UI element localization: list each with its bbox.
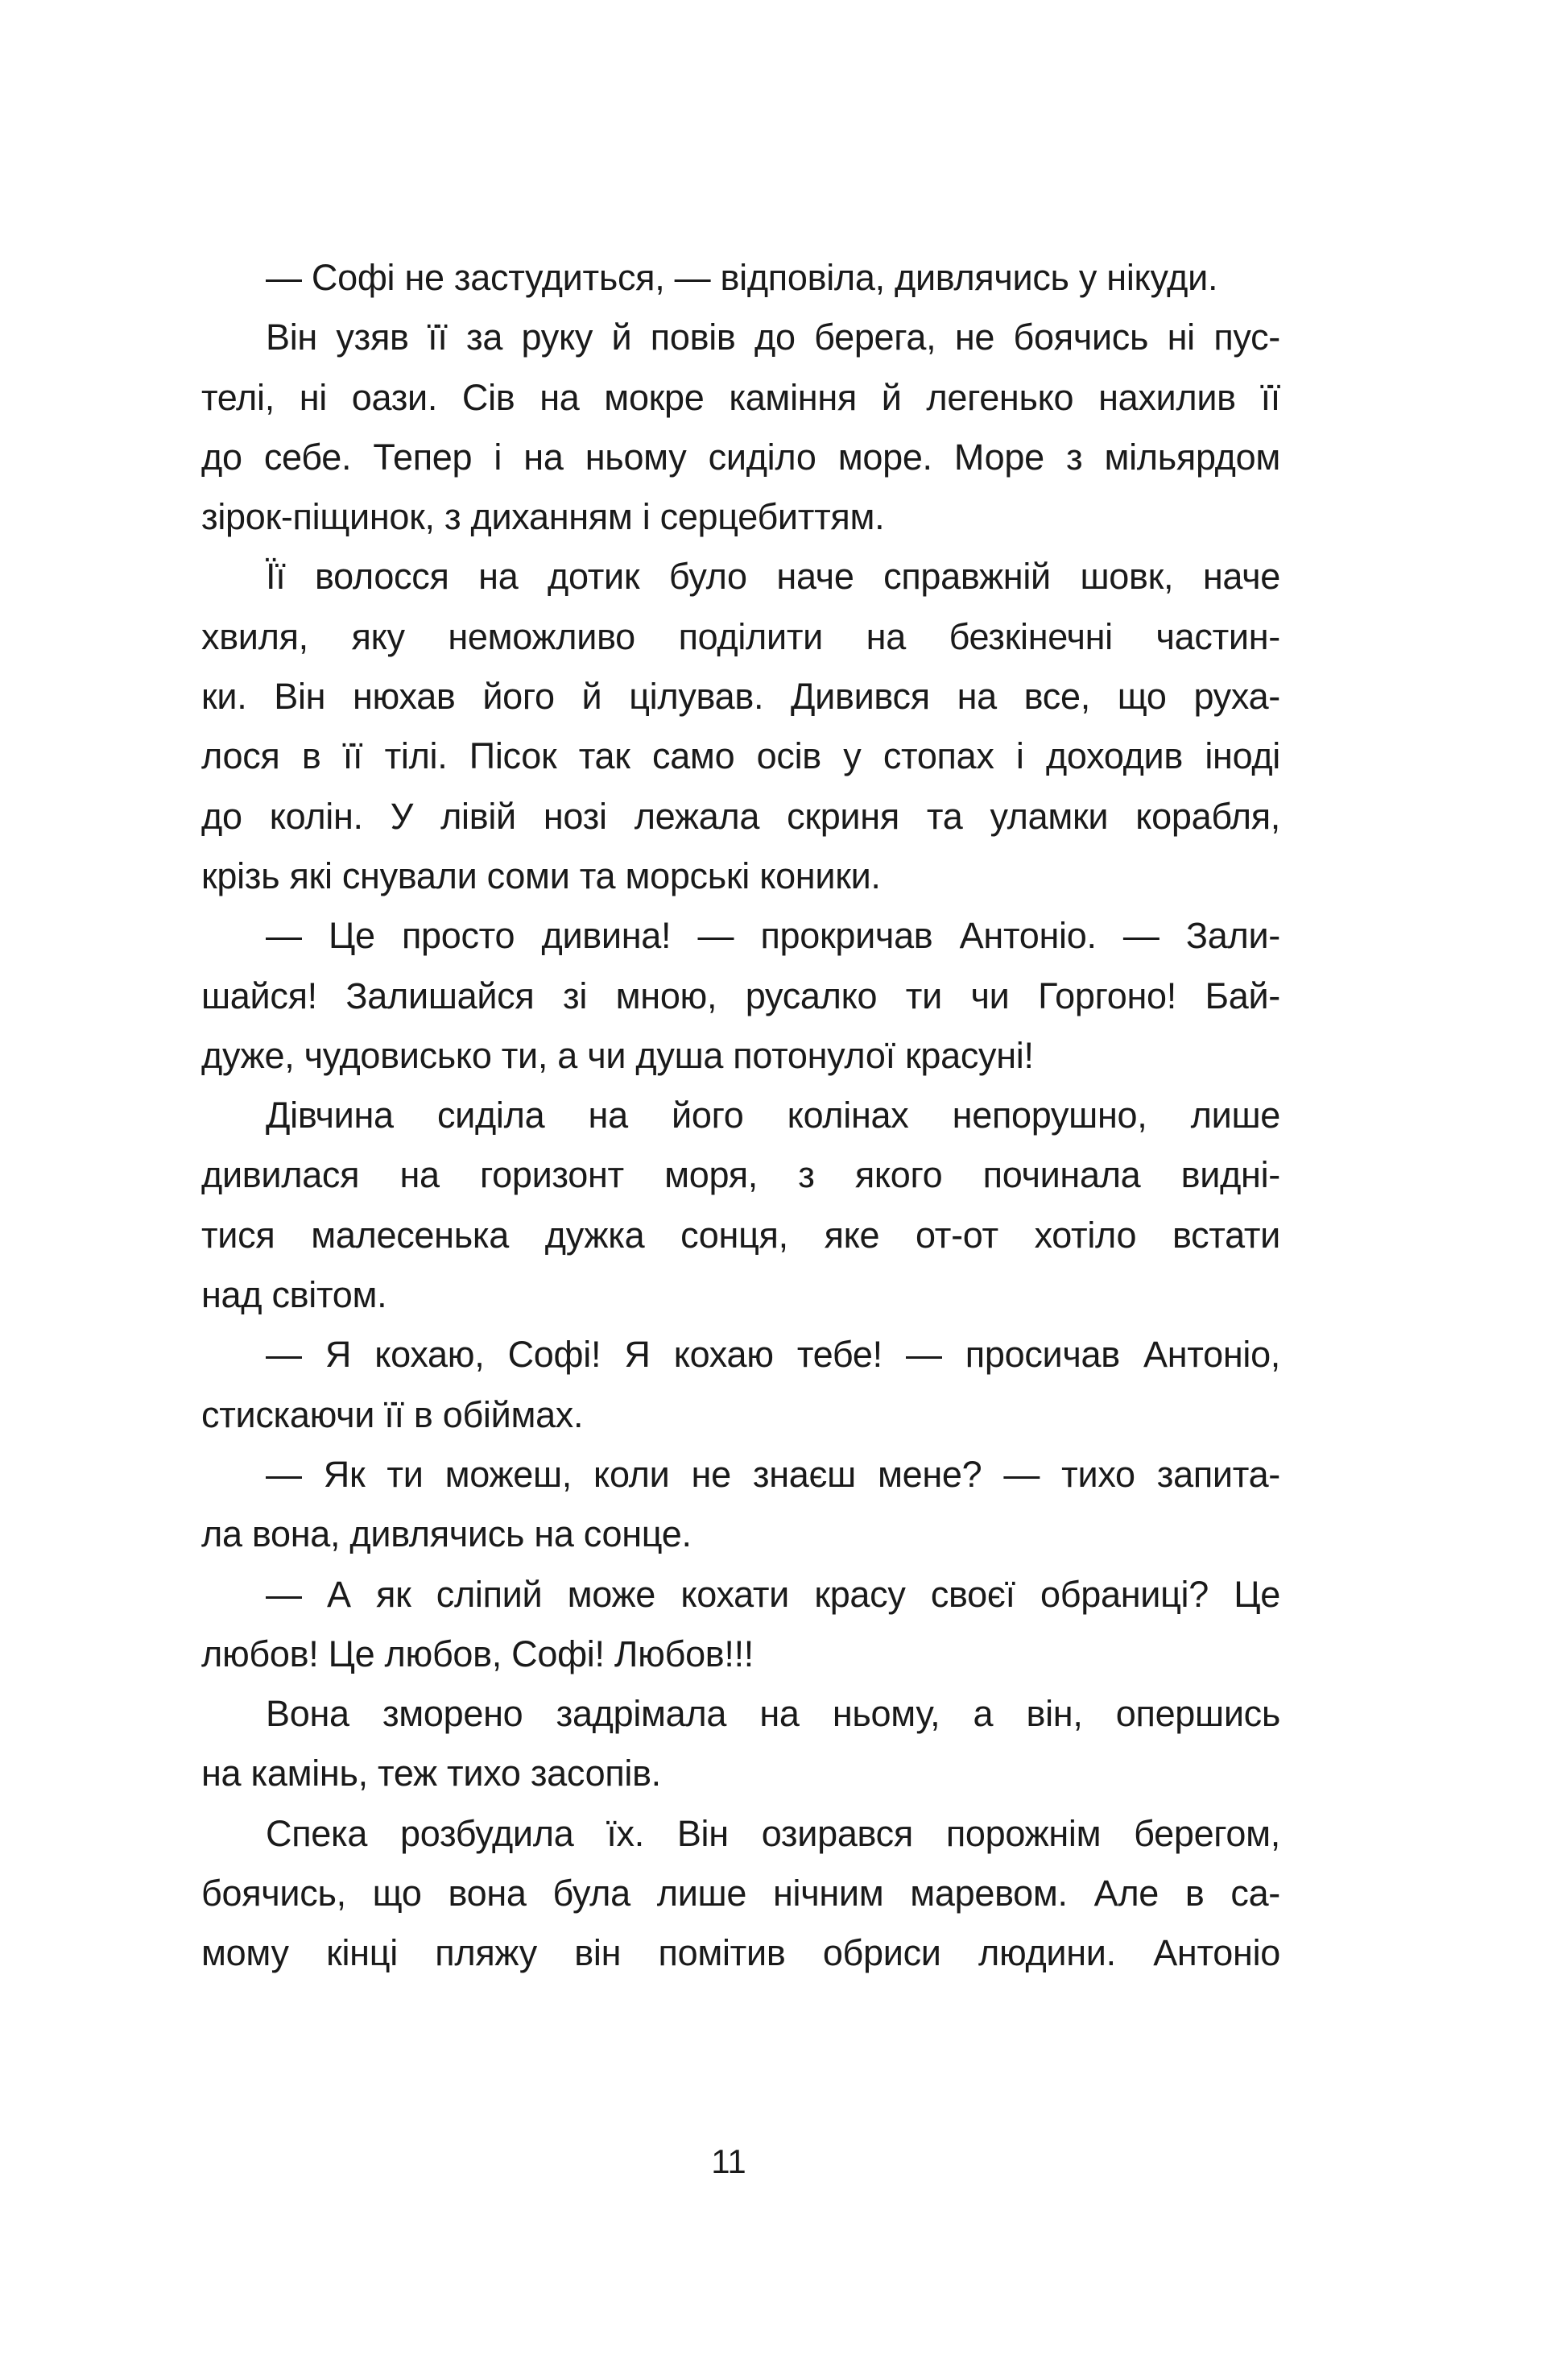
text-line: — Це просто дивина! — прокричав Антоніо. — Зали- xyxy=(266,915,1280,957)
text-line: любов! Це любов, Софі! Любов!!! xyxy=(201,1633,754,1674)
text-line: зірок-піщинок, з диханням і серцебиттям. xyxy=(201,496,885,538)
text-line: — Я кохаю, Софі! Я кохаю тебе! — просичав Антоніо, xyxy=(266,1334,1280,1376)
text-line: ла вона, дивлячись на сонце. xyxy=(201,1513,692,1555)
page-number: 11 xyxy=(711,2142,746,2180)
text-line: стискаючи її в обіймах. xyxy=(201,1393,584,1435)
text-line: до колін. У лівій нозі лежала скриня та уламки корабля, xyxy=(201,795,1280,837)
text-line: Вона зморено задрімала на ньому, а він, опершись xyxy=(266,1693,1280,1735)
text-line: над світом. xyxy=(201,1274,387,1316)
text-line: ки. Він нюхав його й цілував. Дивився на все, що руха- xyxy=(201,676,1280,718)
text-line: крізь які снували соми та морські коники. xyxy=(201,855,881,896)
text-line: дуже, чудовисько ти, а чи душа потонулої красуні! xyxy=(201,1034,1034,1076)
text-line: шайся! Залишайся зі мною, русалко ти чи Горгоно! Бай- xyxy=(201,975,1280,1016)
text-line: Її волосся на дотик було наче справжній шовк, наче xyxy=(266,556,1280,598)
text-line: телі, ні оази. Сів на мокре каміння й легенько нахилив її xyxy=(201,376,1280,418)
text-line: боячись, що вона була лише нічним маревом. Але в са- xyxy=(201,1873,1280,1914)
text-line: хвиля, яку неможливо поділити на безкінечні частин- xyxy=(201,615,1280,657)
text-line: Дівчина сиділа на його колінах непорушно, лише xyxy=(266,1095,1280,1136)
text-line: — А як сліпий може кохати красу своєї обраниці? Це xyxy=(266,1573,1280,1615)
text-line: дивилася на горизонт моря, з якого починала видні- xyxy=(201,1154,1280,1196)
text-line: лося в її тілі. Пісок так само осів у стопах і доходив іноді xyxy=(201,735,1280,777)
body-text xyxy=(201,248,1280,1984)
text-line: до себе. Тепер і на ньому сиділо море. Море з мільярдом xyxy=(201,436,1280,478)
text-line: — Софі не застудиться, — відповіла, дивлячись у нікуди. xyxy=(266,257,1218,298)
text-line: Спека розбудила їх. Він озирався порожнім берегом, xyxy=(266,1812,1280,1854)
text-line: мому кінці пляжу він помітив обриси людини. Антоніо xyxy=(201,1932,1280,1974)
text-line: Він узяв її за руку й повів до берега, не боячись ні пус- xyxy=(266,317,1280,358)
text-line: тися малесенька дужка сонця, яке от-от хотіло встати xyxy=(201,1214,1280,1256)
text-line: — Як ти можеш, коли не знаєш мене? — тихо запита- xyxy=(266,1453,1280,1495)
text-line: на камінь, теж тихо засопів. xyxy=(201,1753,661,1794)
